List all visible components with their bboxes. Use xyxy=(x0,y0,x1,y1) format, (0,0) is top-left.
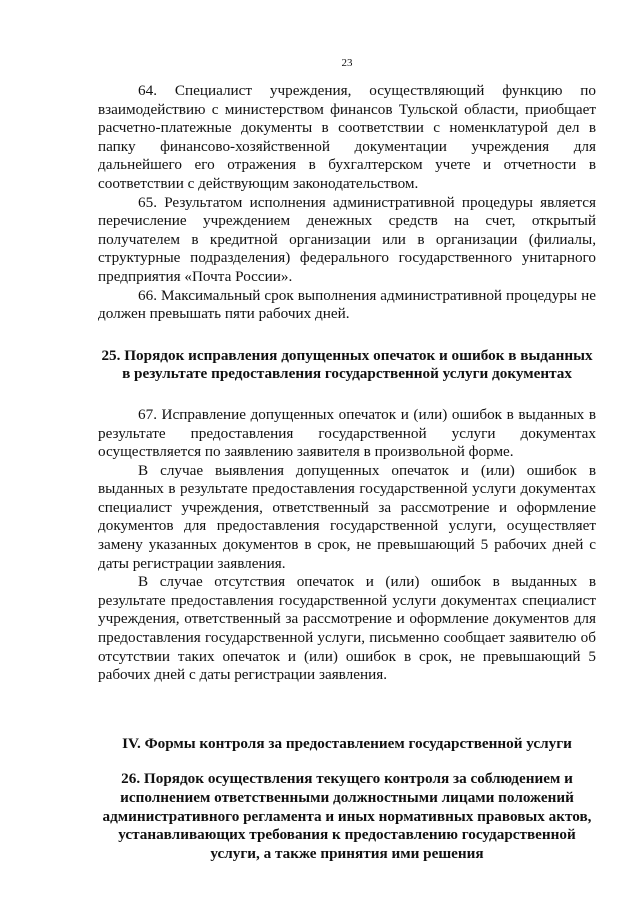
paragraph-65: 65. Результатом исполнения административной процедуры является перечисление учреждением денежных средств на счет, открытый получателем в кредитной организации или в организации (филиалы, структурные подразделения) федерального государственного унитарного предприятия «Почта России». xyxy=(98,193,596,285)
section-heading-25: 25. Порядок исправления допущенных опечаток и ошибок в выданных в результате предоставления государственной услуги документах xyxy=(101,346,593,383)
section-heading-26: 26. Порядок осуществления текущего контроля за соблюдением и исполнением ответственными должностными лицами положений административного регламента и иных нормативных правовых актов, устанавливающих требования к предоставлению государственной услуги, а также принятия ими решения xyxy=(102,770,592,862)
chapter-heading-iv: IV. Формы контроля за предоставлением государственной услуги xyxy=(122,734,572,752)
paragraph-64: 64. Специалист учреждения, осуществляющий функцию по взаимодействию с министерством финансов Тульской области, приобщает расчетно-платежные документы в соответствии с номенклатурой дел в папку финансово-хозяйственной документации учреждения для дальнейшего его отражения в бухгалтерском учете и отчетности в соответствии с действующим законодательством. xyxy=(98,82,596,192)
paragraph-66: 66. Максимальный срок выполнения административной процедуры не должен превышать пяти рабочих дней. xyxy=(98,286,596,323)
paragraph-errors-found: В случае выявления допущенных опечаток и (или) ошибок в выданных в результате предоставления государственной услуги документах специалист учреждения, ответственный за рассмотрение и оформление документов для предоставления государственной услуги, осуществляет замену указанных документов в срок, не превышающий 5 рабочих дней с даты регистрации заявления. xyxy=(98,461,596,572)
paragraph-67: 67. Исправление допущенных опечаток и (или) ошибок в выданных в результате предоставления государственной услуги документах осуществляется по заявлению заявителя в произвольной форме. xyxy=(98,405,596,461)
paragraph-no-errors: В случае отсутствия опечаток и (или) ошибок в выданных в результате предоставления государственной услуги документах специалист учреждения, ответственный за рассмотрение и оформление документов для предоставления государственной услуги, письменно сообщает заявителю об отсутствии таких опечаток и (или) ошибок в срок, не превышающий 5 рабочих дней с даты регистрации заявления. xyxy=(98,573,596,684)
document-page xyxy=(98,56,596,863)
page-number: 23 xyxy=(341,57,353,69)
